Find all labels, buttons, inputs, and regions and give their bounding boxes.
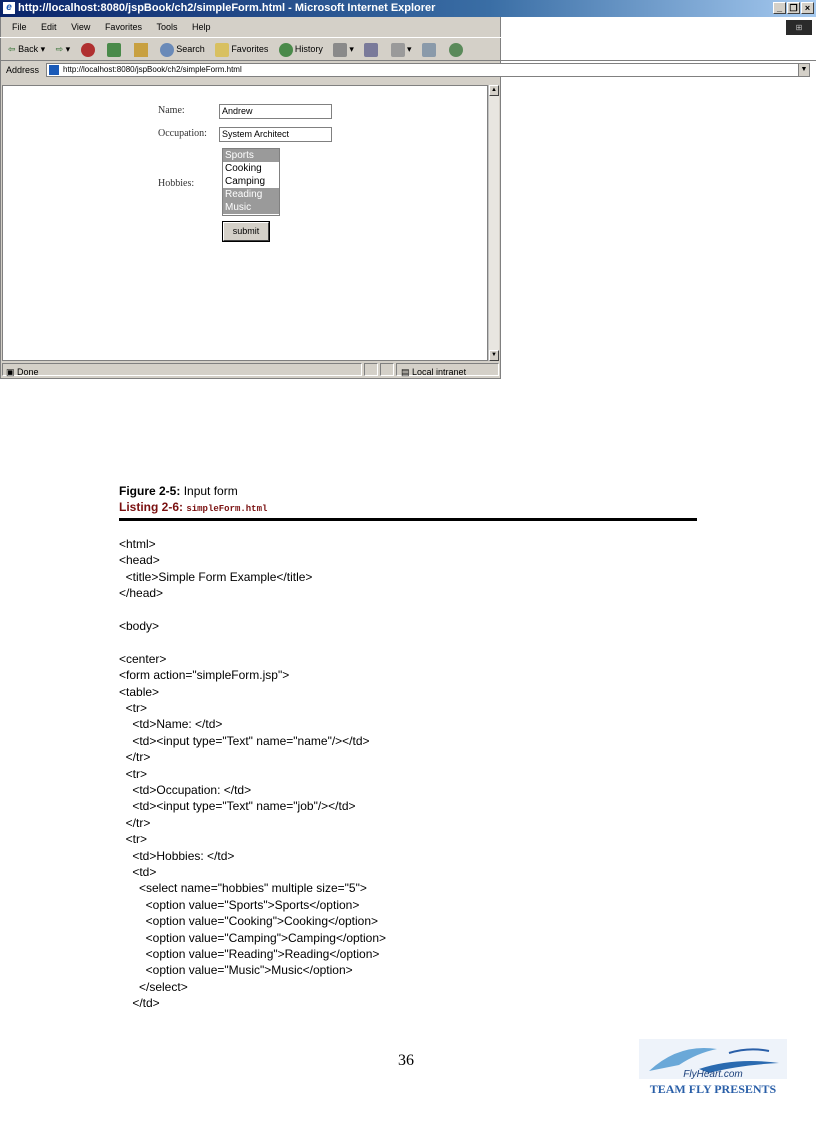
logo-brand: FlyHeart.com	[683, 1069, 743, 1079]
status-zone: Local intranet	[412, 367, 467, 377]
code-line: <option value="Music">Music</option>	[119, 963, 353, 978]
figure-caption	[119, 484, 238, 498]
submit-button[interactable]: submit	[223, 222, 269, 241]
menu-favorites[interactable]: Favorites	[104, 22, 142, 32]
hobby-option[interactable]: Music	[223, 201, 279, 214]
zone-pane	[396, 363, 499, 376]
code-line: </select>	[119, 979, 188, 994]
address-label: Address	[6, 65, 40, 75]
code-line: <td>	[119, 865, 157, 879]
menu-help[interactable]: Help	[192, 22, 211, 32]
address-value: http://localhost:8080/jspBook/ch2/simpleForm.html	[63, 65, 242, 74]
code-line: </head>	[119, 586, 164, 601]
hobby-option[interactable]: Sports	[223, 149, 279, 162]
menu-edit[interactable]: Edit	[41, 22, 57, 32]
toolbar	[0, 37, 501, 61]
code-line: </tr>	[119, 750, 151, 765]
title-bar: e http://localhost:8080/jspBook/ch2/simpleForm.html - Microsoft Internet Explorer _ ❐ ×	[0, 0, 501, 17]
code-line: <option value="Reading">Reading</option>	[119, 947, 380, 961]
forward-arrow-icon: ⇨	[55, 44, 64, 54]
figure-text: Input form	[183, 484, 238, 498]
messenger-button[interactable]	[449, 38, 465, 60]
logo-tagline: TEAM FLY PRESENTS	[649, 1082, 777, 1096]
address-input[interactable]: http://localhost:8080/jspBook/ch2/simpleForm.html ▼	[46, 63, 501, 77]
hobbies-select[interactable]	[222, 148, 280, 216]
search-icon	[160, 43, 174, 57]
code-line: <center>	[119, 651, 167, 666]
history-icon	[279, 43, 293, 57]
back-button[interactable]: ⇦ Back ▾	[8, 44, 46, 54]
code-line: <title>Simple Form Example</title>	[119, 569, 313, 584]
back-label: Back	[18, 44, 39, 54]
print-button[interactable]	[364, 38, 380, 60]
forward-button[interactable]: ⇨ ▾	[55, 44, 71, 54]
hobby-option[interactable]: Cooking	[225, 163, 262, 174]
code-line: <td>Name: </td>	[119, 717, 223, 732]
history-label: History	[294, 44, 323, 54]
stop-button[interactable]	[81, 38, 97, 60]
figure-label: Figure 2-5:	[119, 484, 181, 498]
code-line: <tr>	[119, 832, 148, 847]
back-arrow-icon: ⇦	[8, 44, 16, 54]
favorites-icon	[215, 43, 229, 57]
flyheart-logo-icon	[639, 1039, 787, 1079]
hobby-option[interactable]: Camping	[225, 176, 266, 187]
intranet-icon: ▤	[401, 367, 410, 377]
edit-icon	[391, 43, 405, 57]
browser-window: e http://localhost:8080/jspBook/ch2/simpleForm.html - Microsoft Internet Explorer _ ❐ × File Edit View Favorites Tools Help ⊞ ⇦ Back ▾ ⇨ ▾ Search Favorites History ▾ ▾ Address http://localhost:8080/jspBook/ch2/simpleForm.html ▼ Name: Andrew Occupation: System Architect Hobbies: Sports Cooking Camping Reading Music submit ▲ ▼ ▣ Done ▤ Local intranet	[0, 0, 501, 379]
vertical-scrollbar[interactable]	[488, 85, 499, 361]
page-content	[2, 85, 488, 361]
address-bar	[0, 61, 808, 80]
code-line: <td><input type="Text" name="job"/></td>	[119, 799, 356, 814]
listing-file: simpleForm.html	[186, 504, 268, 514]
window-title: http://localhost:8080/jspBook/ch2/simpleForm.html - Microsoft Internet Explorer	[18, 2, 436, 14]
status-text-pane	[2, 363, 362, 376]
mail-button[interactable]: ▾	[333, 38, 354, 60]
code-line: <td><input type="Text" name="name"/></td>	[119, 733, 370, 748]
code-line: <body>	[119, 619, 160, 633]
mail-icon	[333, 43, 347, 57]
home-icon	[134, 43, 148, 57]
favorites-label: Favorites	[231, 44, 269, 54]
refresh-button[interactable]	[107, 38, 123, 60]
code-line: </tr>	[119, 815, 151, 830]
print-icon	[364, 43, 378, 57]
refresh-icon	[107, 43, 121, 57]
menu-tools[interactable]: Tools	[156, 22, 178, 32]
code-line: <tr>	[119, 766, 148, 781]
code-line: <option value="Sports">Sports</option>	[119, 897, 360, 912]
code-line: <tr>	[119, 701, 148, 715]
listing-label: Listing 2-6:	[119, 500, 184, 514]
team-fly-logo	[633, 1039, 793, 1101]
messenger-icon	[449, 43, 463, 57]
history-button[interactable]	[279, 38, 323, 60]
code-line: <head>	[119, 553, 160, 568]
done-icon: ▣	[6, 367, 15, 377]
name-label: Name:	[158, 105, 185, 116]
page-icon	[49, 65, 59, 75]
search-label: Search	[176, 44, 205, 54]
menu-bar	[0, 18, 501, 36]
status-bar	[0, 362, 501, 378]
code-line: <td>Occupation: </td>	[119, 783, 252, 797]
favorites-button[interactable]	[215, 38, 268, 60]
code-line: <html>	[119, 537, 156, 551]
discuss-button[interactable]	[422, 38, 438, 60]
edit-button[interactable]: ▾	[391, 38, 412, 60]
home-button[interactable]	[134, 38, 150, 60]
hobby-option[interactable]: Reading	[223, 188, 279, 201]
code-line: <select name="hobbies" multiple size="5">	[119, 881, 367, 896]
search-button[interactable]	[160, 38, 205, 60]
divider	[119, 518, 697, 521]
listing-caption	[119, 500, 267, 514]
status-pane	[380, 363, 394, 376]
scroll-up-icon[interactable]: ▲	[489, 85, 499, 96]
hobbies-label: Hobbies:	[158, 178, 195, 189]
code-line: <table>	[119, 684, 160, 699]
scroll-down-icon[interactable]: ▼	[489, 350, 499, 361]
code-line: </td>	[119, 996, 160, 1011]
menu-file[interactable]: File	[12, 22, 27, 32]
name-input[interactable]: Andrew	[219, 104, 332, 119]
page-number: 36	[398, 1052, 414, 1069]
stop-icon	[81, 43, 95, 57]
code-line: <form action="simpleForm.jsp">	[119, 668, 290, 683]
discuss-icon	[422, 43, 436, 57]
occupation-label: Occupation:	[158, 128, 207, 139]
ie-logo-icon: e	[3, 2, 15, 14]
menu-view[interactable]: View	[71, 22, 91, 32]
status-pane	[364, 363, 378, 376]
code-line: <option value="Camping">Camping</option>	[119, 930, 387, 945]
code-line: <td>Hobbies: </td>	[119, 848, 235, 863]
code-line: <option value="Cooking">Cooking</option>	[119, 914, 379, 929]
occupation-input[interactable]: System Architect	[219, 127, 332, 142]
status-done: Done	[17, 367, 39, 377]
